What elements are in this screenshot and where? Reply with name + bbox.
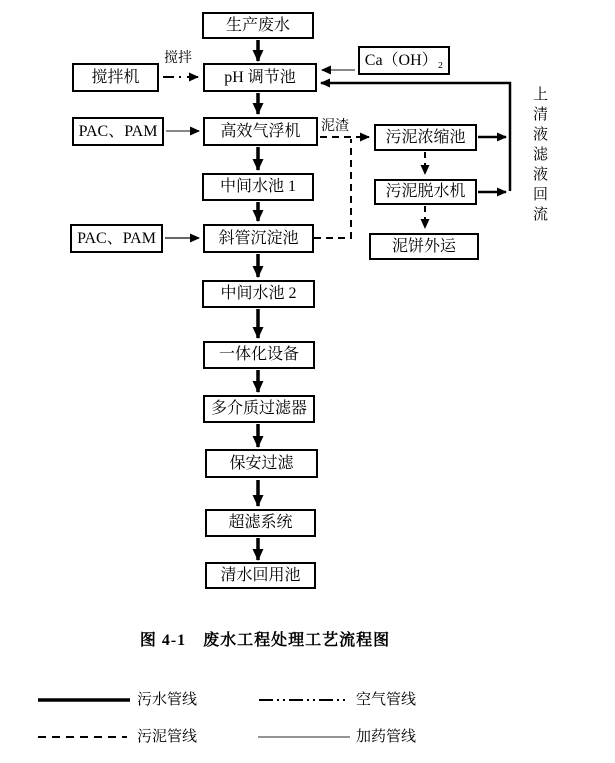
- node-label: 一体化设备: [218, 346, 299, 363]
- node-label: 中间水池 2: [220, 285, 297, 302]
- node-pac-pam-2: [70, 224, 163, 253]
- node-inclined-tube-tank: [203, 224, 314, 253]
- legend-label-air: 空气管线: [356, 692, 417, 708]
- node-mid-pool-1: [202, 173, 314, 201]
- node-sludge-thickener: [374, 124, 477, 151]
- node-label: 污泥浓缩池: [385, 128, 466, 146]
- mud-residue-label: 泥渣: [321, 119, 349, 134]
- node-multi-media-filter: [203, 395, 315, 423]
- node-pac-pam-1: [72, 117, 164, 146]
- node-label: 保安过滤: [229, 454, 294, 472]
- node-production-wastewater: [202, 12, 314, 39]
- node-label: Ca（OH）₂: [364, 51, 444, 69]
- node-mid-pool-2: [202, 280, 315, 308]
- figure-caption: 图 4-1 废水工程处理工艺流程图: [139, 632, 391, 649]
- node-label: 中间水池 1: [219, 178, 296, 195]
- node-label: 高效气浮机: [220, 122, 301, 140]
- node-integrated-equipment: [203, 341, 315, 369]
- node-ph-adjust-tank: [203, 63, 317, 92]
- legend-label-dosing: 加药管线: [356, 729, 417, 745]
- legend-label-sludge: 污泥管线: [137, 729, 198, 745]
- node-label: 泥饼外运: [391, 237, 456, 255]
- node-label: 搅拌机: [91, 68, 140, 86]
- node-mixer: [72, 63, 159, 92]
- node-clean-water-pool: [205, 562, 316, 589]
- node-label: 超滤系统: [228, 514, 293, 531]
- node-label: 多介质过滤器: [210, 400, 307, 417]
- node-label: 斜管沉淀池: [218, 229, 299, 247]
- node-label: pH 调节池: [224, 68, 296, 86]
- sludge-line-inclined-branch: [314, 139, 351, 238]
- node-sludge-dewaterer: [374, 179, 477, 205]
- stir-label: 搅拌: [164, 51, 192, 66]
- node-security-filter: [205, 449, 318, 478]
- node-uf-system: [205, 509, 316, 537]
- node-mud-cake-out: [369, 233, 479, 260]
- node-label: PAC、PAM: [77, 229, 156, 247]
- node-label: 生产废水: [225, 16, 290, 34]
- node-label: PAC、PAM: [78, 122, 158, 140]
- node-air-flotation: [203, 117, 318, 146]
- node-caoh2: [358, 46, 450, 75]
- node-label: 清水回用池: [220, 566, 301, 584]
- supernatant-return-note: 上清液滤液回流: [531, 86, 547, 226]
- node-label: 污泥脱水机: [385, 183, 466, 200]
- legend-label-sewage: 污水管线: [137, 692, 198, 708]
